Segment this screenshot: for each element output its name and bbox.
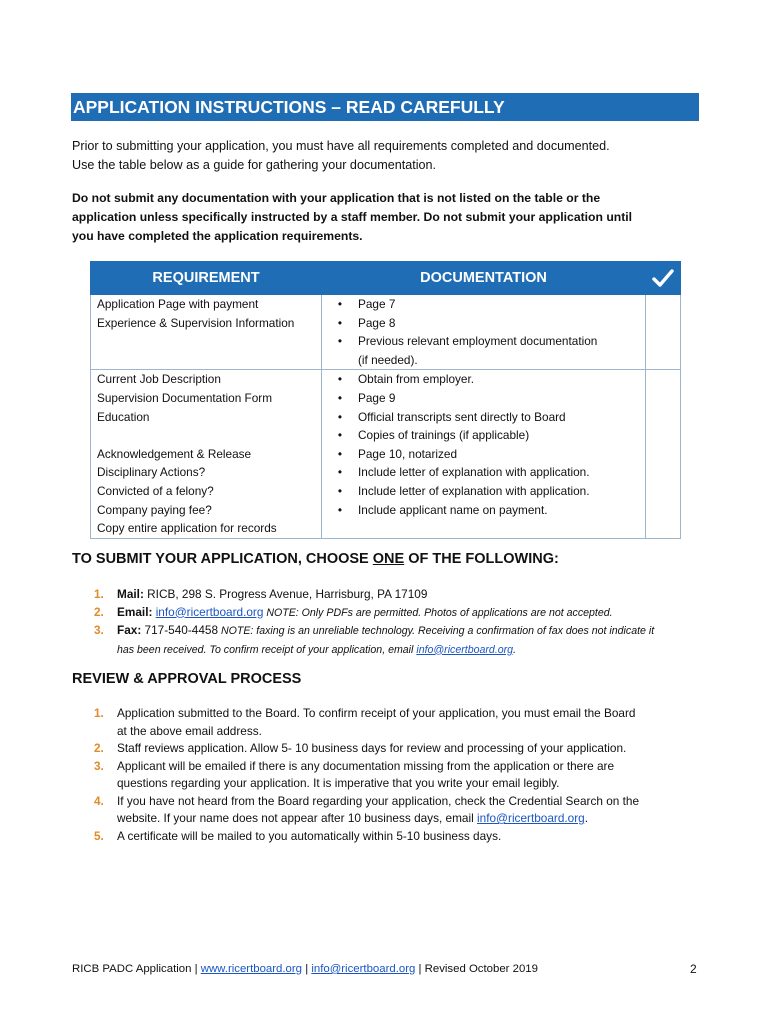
documentation-text: Obtain from employer. [358, 372, 475, 387]
documentation-text: Page 8 [358, 315, 396, 330]
requirement-item [91, 426, 321, 445]
documentation-cell [322, 370, 646, 538]
list-item: 3. Fax: 717-540-4458 NOTE: faxing is an unreliable technology. Receiving a confirmation of fax does not indicate it has been received. To confirm receipt of your application, email info@ricertboard.org. [94, 623, 655, 656]
warning-line: Do not submit any documentation with your application that is not listed on the table or the [72, 191, 601, 205]
page-footer: RICB PADC Application | www.ricertboard.org | info@ricertboard.org | Revised October 2019 [72, 963, 538, 975]
documentation-text: Page 9 [358, 390, 396, 405]
bullet-icon: • [337, 428, 343, 443]
requirements-table [90, 261, 681, 539]
documentation-item [322, 370, 645, 389]
checkmark-icon [652, 269, 674, 287]
requirement-item: Copy entire application for records [97, 521, 277, 536]
warning-line: you have completed the application requirements. [72, 229, 363, 243]
documentation-text: Include letter of explanation with application. [358, 483, 590, 498]
submit-options-list [72, 586, 702, 659]
documentation-header: DOCUMENTATION [322, 262, 646, 295]
list-item: 2. Email: info@ricertboard.org NOTE: Only PDFs are permitted. Photos of applications are not accepted. [94, 604, 613, 619]
documentation-item [322, 351, 645, 370]
requirement-item: Supervision Documentation Form [97, 390, 273, 405]
documentation-item [322, 408, 645, 427]
page-number: 2 [690, 962, 697, 976]
intro-line: Prior to submitting your application, you must have all requirements completed and documented. [72, 139, 610, 153]
documentation-item [322, 295, 645, 314]
documentation-item [322, 314, 645, 333]
review-heading: REVIEW & APPROVAL PROCESS [72, 671, 302, 687]
list-item: 5. A certificate will be mailed to you automatically within 5-10 business days. [94, 828, 502, 843]
table-header-row [91, 262, 681, 295]
documentation-item [322, 501, 645, 520]
check-cell[interactable] [646, 295, 681, 370]
check-header [646, 262, 681, 295]
documentation-text: Page 7 [358, 297, 396, 311]
submit-heading: TO SUBMIT YOUR APPLICATION, CHOOSE ONE OF THE FOLLOWING: [72, 551, 559, 567]
review-steps-list [72, 705, 702, 845]
intro-line: Use the table below as a guide for gathering your documentation. [72, 157, 437, 172]
requirement-item: Experience & Supervision Information [97, 315, 295, 330]
documentation-text: Official transcripts sent directly to Board [358, 409, 566, 424]
check-cell[interactable] [646, 370, 681, 538]
requirement-cell [91, 295, 322, 370]
requirement-item [91, 351, 321, 370]
documentation-text: Page 10, notarized [358, 446, 458, 461]
website-link[interactable]: www.ricertboard.org [200, 963, 303, 975]
requirement-cell [91, 370, 322, 538]
documentation-item [322, 445, 645, 464]
documentation-text: Previous relevant employment documentation [358, 334, 598, 349]
requirement-item: Acknowledgement & Release [97, 446, 252, 461]
bullet-icon: • [337, 483, 343, 498]
documentation-item [322, 332, 645, 351]
documentation-text: (if needed). [358, 352, 418, 367]
documentation-item [322, 463, 645, 482]
intro-paragraph [72, 137, 700, 174]
documentation-item [322, 426, 645, 445]
bullet-icon: • [337, 465, 343, 480]
warning-line: application unless specifically instructed by a staff member. Do not submit your application until [72, 210, 633, 224]
bullet-icon: • [337, 502, 343, 517]
requirement-item: Disciplinary Actions? [97, 465, 206, 480]
page-title: APPLICATION INSTRUCTIONS – READ CAREFULLY [71, 93, 699, 121]
documentation-text: Include letter of explanation with application. [358, 465, 590, 480]
requirement-item [91, 332, 321, 351]
documentation-cell [322, 295, 646, 370]
requirement-item: Convicted of a felony? [97, 483, 214, 498]
email-link[interactable]: info@ricertboard.org [477, 811, 585, 825]
bullet-icon: • [337, 297, 343, 311]
list-item: 4. If you have not heard from the Board regarding your application, check the Credential Search on the website. If your name does not appear after 10 business days, email info@ricertboard.org. [94, 793, 640, 825]
list-item: 2. Staff reviews application. Allow 5- 10 business days for review and processing of your application. [94, 741, 627, 755]
list-item: 1. Mail: RICB, 298 S. Progress Avenue, Harrisburg, PA 17109 [94, 587, 428, 601]
documentation-text: Copies of trainings (if applicable) [358, 428, 530, 443]
requirement-item: Company paying fee? [97, 502, 212, 517]
email-link[interactable]: info@ricertboard.org [155, 604, 264, 619]
requirement-item: Current Job Description [97, 372, 221, 387]
documentation-item [322, 482, 645, 501]
bullet-icon: • [337, 315, 343, 330]
documentation-item [322, 519, 645, 538]
bullet-icon: • [337, 334, 343, 349]
requirement-item: Application Page with payment [97, 297, 259, 311]
warning-paragraph [72, 189, 700, 246]
documentation-text: Include applicant name on payment. [358, 502, 548, 517]
footer-email-link[interactable]: info@ricertboard.org [311, 963, 416, 975]
documentation-item [322, 389, 645, 408]
bullet-icon: • [337, 446, 343, 461]
bullet-icon: • [337, 372, 343, 387]
email-link[interactable]: info@ricertboard.org [416, 643, 514, 656]
bullet-icon: • [337, 409, 343, 424]
requirement-item: Education [97, 409, 150, 424]
table-row [91, 370, 681, 538]
list-item: 1. Application submitted to the Board. To confirm receipt of your application, you must email the Board at the above email address. [94, 706, 636, 738]
list-item: 3. Applicant will be emailed if there is any documentation missing from the application or there are questions regarding your application. It is imperative that you write your email legibly. [94, 758, 615, 790]
requirement-header: REQUIREMENT [91, 262, 322, 295]
table-row [91, 295, 681, 370]
bullet-icon: • [337, 390, 343, 405]
